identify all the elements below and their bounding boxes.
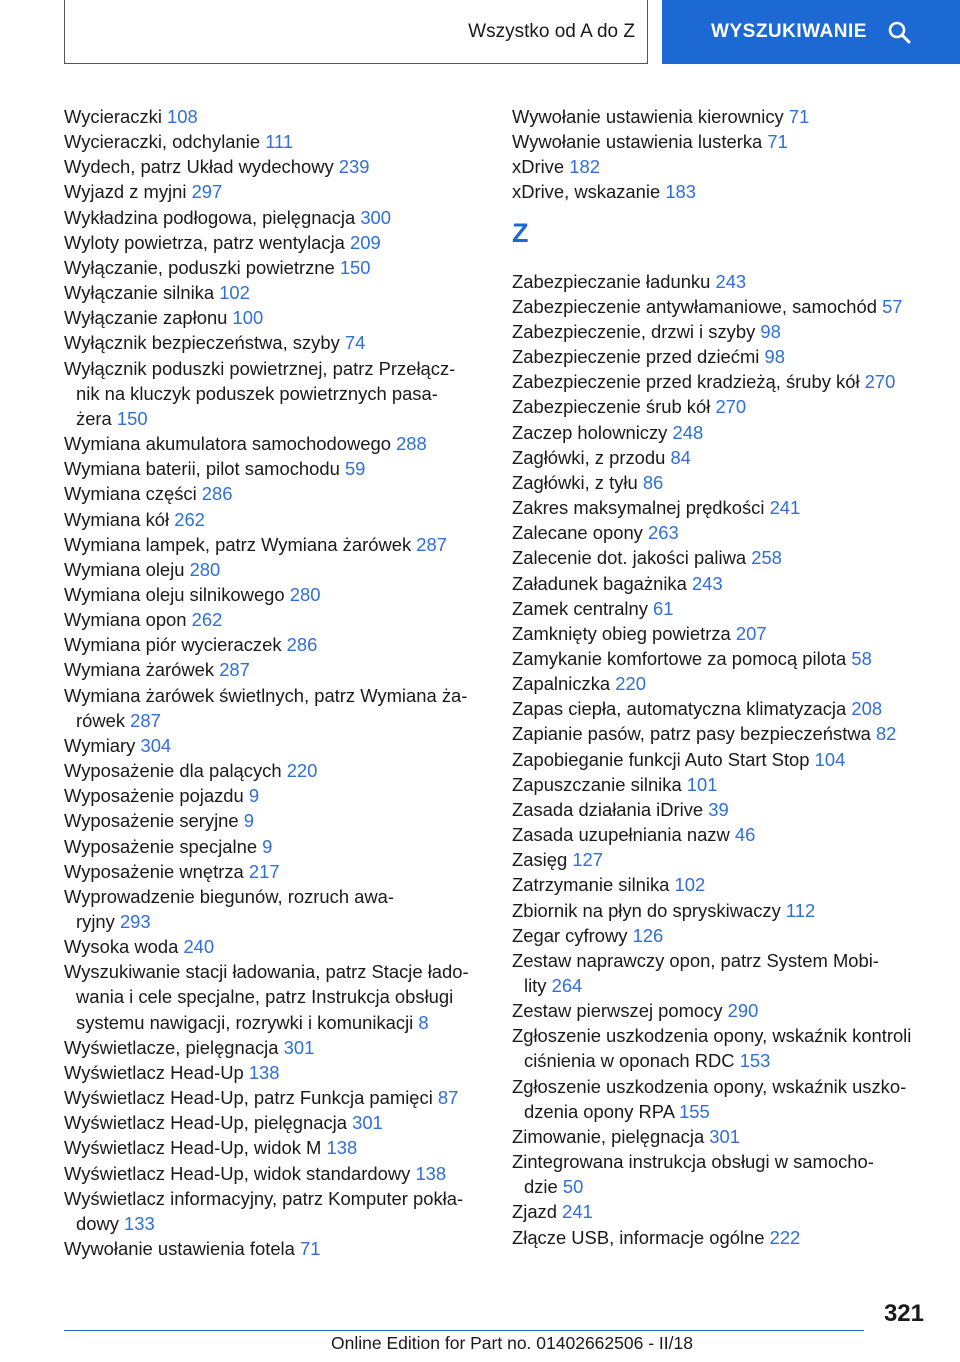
- entry-text: Zamknięty obieg powietrza: [512, 622, 736, 644]
- entry-text: Zagłówki, z przodu: [512, 446, 671, 468]
- index-entry: [512, 948, 932, 998]
- page-link[interactable]: 46: [734, 824, 756, 846]
- page-link[interactable]: 82: [875, 723, 897, 745]
- page-link[interactable]: 286: [201, 483, 233, 505]
- entry-text: ryjny: [76, 911, 120, 932]
- index-entry: [512, 394, 932, 419]
- index-column-right: [512, 104, 932, 1250]
- index-entry: [512, 1074, 932, 1124]
- page-link[interactable]: 287: [219, 659, 250, 681]
- entry-text: Zakres maksymalnej prędkości: [512, 497, 770, 519]
- entry-text: Wyświetlacz Head-Up, pielęgnacja: [64, 1112, 353, 1134]
- index-entry: [64, 1060, 484, 1085]
- index-entry: [512, 495, 932, 520]
- index-entry: [512, 923, 932, 948]
- entry-text: Wycieraczki, odchylanie: [64, 131, 266, 153]
- index-entry: [512, 369, 932, 394]
- page-link[interactable]: 304: [140, 734, 172, 756]
- entry-text: Wyposażenie wnętrza: [64, 860, 249, 882]
- entry-text: Wyświetlacze, pielęgnacja: [64, 1036, 284, 1058]
- page-link[interactable]: 138: [415, 1162, 447, 1184]
- page-link[interactable]: 100: [232, 307, 264, 329]
- index-entry: [512, 1149, 932, 1199]
- section-letter: Z: [512, 217, 529, 248]
- search-icon: [887, 20, 911, 44]
- page-link[interactable]: 239: [338, 156, 370, 178]
- page-link[interactable]: 71: [788, 106, 810, 127]
- page-link[interactable]: 243: [691, 572, 723, 594]
- page-link[interactable]: 262: [191, 609, 223, 631]
- page-link[interactable]: 71: [767, 131, 788, 153]
- entry-text: Zgłoszenie uszkodzenia opony, wskaźnik kontroli: [512, 1025, 912, 1047]
- page-link[interactable]: 222: [769, 1226, 801, 1248]
- index-entry: [64, 783, 484, 808]
- index-entry: [64, 582, 484, 607]
- page-link[interactable]: 293: [119, 911, 151, 932]
- entry-text: Zabezpieczenie śrub kół: [512, 396, 716, 418]
- entry-text: Wymiana lampek, patrz Wymiana żarówek: [64, 533, 417, 555]
- page-link[interactable]: 270: [864, 371, 896, 393]
- entry-text: Wymiana piór wycieraczek: [64, 634, 287, 656]
- entry-text: Wyłącznik poduszki powietrznej, patrz Przełącz-: [64, 357, 456, 379]
- index-entry: [512, 104, 932, 129]
- entry-text: Wywołanie ustawienia fotela: [64, 1238, 300, 1260]
- chapter-title: Wszystko od A do Z: [468, 20, 635, 42]
- entry-text: lity: [524, 975, 552, 996]
- page-link[interactable]: 61: [653, 597, 674, 619]
- entry-text: Zalecenie dot. jakości paliwa: [512, 547, 752, 569]
- page-link[interactable]: 138: [326, 1137, 358, 1159]
- entry-text: Wykładzina podłogowa, pielęgnacja: [64, 206, 361, 228]
- entry-text: Zabezpieczenie, drzwi i szyby: [512, 320, 761, 342]
- page-link[interactable]: 9: [243, 810, 254, 832]
- entry-text: Złącze USB, informacje ogólne: [512, 1226, 770, 1248]
- entry-text: Zbiornik na płyn do spryskiwaczy: [512, 899, 786, 921]
- page-link[interactable]: 287: [130, 709, 161, 731]
- entry-text: systemu nawigacji, rozrywki i komunikacji: [76, 1011, 419, 1033]
- entry-text: Wymiana akumulatora samochodowego: [64, 433, 397, 455]
- entry-text: Zabezpieczenie przed kradzieżą, śruby kół: [512, 371, 865, 393]
- index-entry: [64, 934, 484, 959]
- index-entry: [64, 356, 484, 431]
- entry-text: ciśnienia w oponach RDC: [524, 1050, 740, 1072]
- page-link[interactable]: 153: [739, 1050, 771, 1072]
- entry-text: żera: [76, 407, 117, 429]
- index-entry: [64, 330, 484, 355]
- index-entry: [64, 683, 484, 733]
- entry-text: Wycieraczki: [64, 106, 168, 127]
- page-link[interactable]: 102: [674, 874, 706, 896]
- entry-text: Wymiana kół: [64, 508, 175, 530]
- entry-text: Zintegrowana instrukcja obsługi w samocho-: [512, 1151, 874, 1173]
- entry-text: Zapuszczanie silnika: [512, 773, 687, 795]
- entry-text: wania i cele specjalne, patrz Instrukcja obsługi: [76, 986, 454, 1008]
- index-entry: [512, 571, 932, 596]
- page-link[interactable]: 50: [562, 1176, 584, 1198]
- index-entry: [64, 481, 484, 506]
- index-entry: [64, 884, 484, 934]
- entry-text: Wyświetlacz Head-Up, widok M: [64, 1137, 327, 1159]
- index-entry: [64, 456, 484, 481]
- page-link[interactable]: 102: [219, 282, 250, 304]
- entry-text: Wyloty powietrza, patrz wentylacja: [64, 231, 351, 253]
- page-link[interactable]: 150: [339, 256, 371, 278]
- index-entry: [512, 898, 932, 923]
- index-entry: [512, 269, 932, 294]
- index-entry: [512, 671, 932, 696]
- index-entry: [512, 154, 932, 179]
- page-link[interactable]: 263: [647, 522, 679, 544]
- entry-text: Zapas ciepła, automatyczna klimatyzacja: [512, 698, 852, 720]
- index-entry: [512, 520, 932, 545]
- index-entry: [64, 758, 484, 783]
- page-link[interactable]: 57: [882, 295, 903, 317]
- page-link[interactable]: 301: [352, 1112, 383, 1134]
- index-entry: [64, 733, 484, 758]
- entry-text: Wyposażenie specjalne: [64, 835, 263, 857]
- index-entry: [512, 621, 932, 646]
- page-link[interactable]: 112: [785, 899, 816, 921]
- index-entry: [64, 255, 484, 280]
- index-entry: [64, 808, 484, 833]
- entry-text: Zaczep holowniczy: [512, 421, 673, 443]
- index-entry: [512, 179, 932, 204]
- entry-text: dzenia opony RPA: [524, 1100, 680, 1122]
- entry-text: xDrive: [512, 156, 570, 178]
- index-entry: [64, 280, 484, 305]
- index-entry: [512, 1023, 932, 1073]
- entry-text: Wyposażenie seryjne: [64, 810, 244, 832]
- index-entry: [512, 998, 932, 1023]
- entry-text: Zapobieganie funkcji Auto Start Stop: [512, 748, 815, 770]
- page-link[interactable]: 217: [248, 860, 280, 882]
- entry-text: Wysoka woda: [64, 936, 184, 958]
- page-link[interactable]: 264: [551, 975, 583, 996]
- page-link[interactable]: 280: [189, 558, 221, 580]
- page-link[interactable]: 71: [299, 1238, 321, 1260]
- entry-text: Zjazd: [512, 1201, 563, 1223]
- index-entry: [64, 1161, 484, 1186]
- page-link[interactable]: 39: [708, 798, 729, 820]
- index-entry: [64, 632, 484, 657]
- entry-text: Wymiana części: [64, 483, 202, 505]
- entry-text: Zestaw pierwszej pomocy: [512, 1000, 728, 1022]
- entry-text: Wyłączanie silnika: [64, 282, 220, 304]
- index-entry: [64, 230, 484, 255]
- index-entry: [512, 129, 932, 154]
- page-link[interactable]: 127: [572, 849, 603, 871]
- entry-text: Zagłówki, z tyłu: [512, 471, 643, 493]
- entry-text: Zimowanie, pielęgnacja: [512, 1125, 710, 1147]
- index-entry: [64, 532, 484, 557]
- page-link[interactable]: 287: [416, 533, 447, 555]
- entry-text: Wymiary: [64, 734, 141, 756]
- entry-text: Wyposażenie dla palących: [64, 760, 287, 782]
- page-link[interactable]: 111: [265, 131, 294, 153]
- index-entry: [512, 344, 932, 369]
- entry-text: Zabezpieczenie antywłamaniowe, samochód: [512, 295, 883, 317]
- entry-text: Zalecane opony: [512, 522, 648, 544]
- index-entry: [64, 1085, 484, 1110]
- entry-text: Zasada uzupełniania nazw: [512, 824, 735, 846]
- index-entry: [64, 305, 484, 330]
- index-entry: [64, 205, 484, 230]
- page-link[interactable]: 258: [751, 547, 782, 569]
- entry-text: Wyświetlacz Head-Up, patrz Funkcja pamięci: [64, 1087, 438, 1109]
- entry-text: Wywołanie ustawienia kierownicy: [512, 106, 789, 127]
- index-entry: [512, 696, 932, 721]
- page-link[interactable]: 297: [191, 181, 223, 203]
- page-link[interactable]: 133: [124, 1212, 155, 1234]
- index-list-right-z: [512, 269, 932, 1250]
- entry-text: Wyświetlacz Head-Up, widok standardowy: [64, 1162, 416, 1184]
- page-link[interactable]: 182: [569, 156, 600, 178]
- index-entry: [512, 721, 932, 746]
- index-entry: [64, 154, 484, 179]
- index-entry: [64, 1035, 484, 1060]
- page-link[interactable]: 98: [760, 320, 781, 342]
- page-link[interactable]: 243: [715, 270, 747, 292]
- index-entry: [512, 294, 932, 319]
- entry-text: Zamykanie komfortowe za pomocą pilota: [512, 647, 852, 669]
- page-link[interactable]: 86: [642, 471, 664, 493]
- entry-text: Zasięg: [512, 849, 573, 871]
- index-entry: [64, 1135, 484, 1160]
- chapter-title-tab[interactable]: [64, 0, 648, 64]
- entry-text: Wywołanie ustawienia lusterka: [512, 131, 768, 153]
- index-entry: [64, 104, 484, 129]
- entry-text: Zapalniczka: [512, 673, 616, 695]
- index-list-right-top: [512, 104, 932, 205]
- entry-text: xDrive, wskazanie: [512, 181, 666, 203]
- page-link[interactable]: 241: [769, 497, 801, 519]
- entry-text: Zasada działania iDrive: [512, 798, 709, 820]
- entry-text: Wymiana oleju silnikowego: [64, 583, 290, 605]
- entry-text: Wymiana oleju: [64, 558, 190, 580]
- page-link[interactable]: 286: [286, 634, 318, 656]
- page-link[interactable]: 241: [562, 1201, 593, 1223]
- entry-text: Zapianie pasów, patrz pasy bezpieczeństwa: [512, 723, 876, 745]
- page-link[interactable]: 220: [615, 673, 646, 695]
- index-entry: [64, 607, 484, 632]
- page-link[interactable]: 208: [851, 698, 883, 720]
- entry-text: Wyprowadzenie biegunów, rozruch awa-: [64, 885, 395, 907]
- entry-text: Wyposażenie pojazdu: [64, 785, 249, 807]
- page-link[interactable]: 150: [116, 407, 148, 429]
- index-entry: [64, 834, 484, 859]
- footer-divider: [64, 1330, 864, 1331]
- index-entry: [512, 872, 932, 897]
- search-label: WYSZUKIWANIE: [711, 21, 867, 42]
- entry-text: Zabezpieczenie przed dziećmi: [512, 346, 765, 368]
- entry-text: Wymiana żarówek świetlnych, patrz Wymiana ża-: [64, 684, 468, 706]
- page-link[interactable]: 9: [262, 835, 273, 857]
- entry-text: Zegar cyfrowy: [512, 924, 633, 946]
- index-entry: [64, 657, 484, 682]
- index-entry: [512, 445, 932, 470]
- index-entry: [64, 129, 484, 154]
- entry-text: Wymiana baterii, pilot samochodu: [64, 458, 345, 480]
- page-link[interactable]: 240: [183, 936, 215, 958]
- page-link[interactable]: 290: [727, 1000, 759, 1022]
- index-entry: [512, 847, 932, 872]
- index-entry: [64, 557, 484, 582]
- search-button[interactable]: [662, 0, 960, 64]
- index-entry: [512, 772, 932, 797]
- entry-text: Wyświetlacz Head-Up: [64, 1061, 249, 1083]
- entry-text: Załadunek bagażnika: [512, 572, 692, 594]
- page-number: 321: [883, 1300, 924, 1327]
- page-link[interactable]: 248: [672, 421, 704, 443]
- index-entry: [64, 1110, 484, 1135]
- page-link[interactable]: 301: [283, 1036, 315, 1058]
- index-entry: [512, 646, 932, 671]
- page-link[interactable]: 301: [709, 1125, 740, 1147]
- page-link[interactable]: 300: [360, 206, 392, 228]
- entry-text: Zgłoszenie uszkodzenia opony, wskaźnik uszko-: [512, 1075, 907, 1097]
- entry-text: Wyszukiwanie stacji ładowania, patrz Stacje łado-: [64, 961, 469, 983]
- page-link[interactable]: 262: [174, 508, 205, 530]
- index-entry: [512, 470, 932, 495]
- entry-text: Zabezpieczanie ładunku: [512, 270, 716, 292]
- page-link[interactable]: 58: [851, 647, 872, 669]
- entry-text: Wyłączanie zapłonu: [64, 307, 233, 329]
- entry-text: Wyświetlacz informacyjny, patrz Komputer pokła-: [64, 1187, 464, 1209]
- page-link[interactable]: 126: [632, 924, 664, 946]
- page-link[interactable]: 87: [437, 1087, 459, 1109]
- entry-text: Wyjazd z myjni: [64, 181, 192, 203]
- page-link[interactable]: 220: [286, 760, 318, 782]
- index-entry: [64, 859, 484, 884]
- page-link[interactable]: 288: [396, 433, 427, 455]
- page-link[interactable]: 280: [289, 583, 321, 605]
- entry-text: dzie: [524, 1176, 563, 1198]
- page-link[interactable]: 104: [814, 748, 846, 770]
- entry-text: Zatrzymanie silnika: [512, 874, 675, 896]
- index-entry: [512, 420, 932, 445]
- index-column-left: [64, 104, 484, 1261]
- entry-text: nik na kluczyk poduszek powietrznych pasa-: [76, 382, 438, 404]
- index-entry: [512, 545, 932, 570]
- page-link[interactable]: 59: [344, 458, 366, 480]
- page-link[interactable]: 183: [665, 181, 696, 203]
- page-link[interactable]: 9: [248, 785, 260, 807]
- page-link[interactable]: 270: [715, 396, 747, 418]
- index-entry: [512, 319, 932, 344]
- footer-edition: Online Edition for Part no. 01402662506 - II/18: [331, 1333, 693, 1353]
- page-link[interactable]: 207: [735, 622, 767, 644]
- entry-text: Wymiana żarówek: [64, 659, 220, 681]
- page-link[interactable]: 209: [350, 231, 381, 253]
- page-link[interactable]: 101: [686, 773, 718, 795]
- index-list-left: [64, 104, 484, 1261]
- entry-text: Wydech, patrz Układ wydechowy: [64, 156, 339, 178]
- page-link[interactable]: 74: [344, 332, 366, 354]
- index-entry: [64, 179, 484, 204]
- entry-text: dowy: [76, 1212, 125, 1234]
- index-entry: [512, 1124, 932, 1149]
- entry-text: rówek: [76, 709, 131, 731]
- index-entry: [64, 1186, 484, 1236]
- index-entry: [512, 822, 932, 847]
- index-entry: [64, 431, 484, 456]
- page-link[interactable]: 108: [167, 106, 198, 127]
- entry-text: Wyłączanie, poduszki powietrzne: [64, 256, 340, 278]
- index-entry: [512, 596, 932, 621]
- entry-text: Zamek centralny: [512, 597, 654, 619]
- entry-text: Wymiana opon: [64, 609, 192, 631]
- index-entry: [512, 797, 932, 822]
- entry-text: Zestaw naprawczy opon, patrz System Mobi-: [512, 949, 879, 971]
- page-link[interactable]: 138: [248, 1061, 280, 1083]
- page-link[interactable]: 84: [670, 446, 691, 468]
- index-entry: [64, 1236, 484, 1261]
- page-link[interactable]: 155: [679, 1100, 710, 1122]
- index-entry: [512, 747, 932, 772]
- index-entry: [64, 507, 484, 532]
- entry-text: Wyłącznik bezpieczeństwa, szyby: [64, 332, 345, 354]
- index-entry: [512, 1199, 932, 1224]
- index-entry: [64, 959, 484, 1034]
- index-entry: [512, 1225, 932, 1250]
- page-link[interactable]: 8: [418, 1011, 429, 1033]
- page-link[interactable]: 98: [764, 346, 785, 368]
